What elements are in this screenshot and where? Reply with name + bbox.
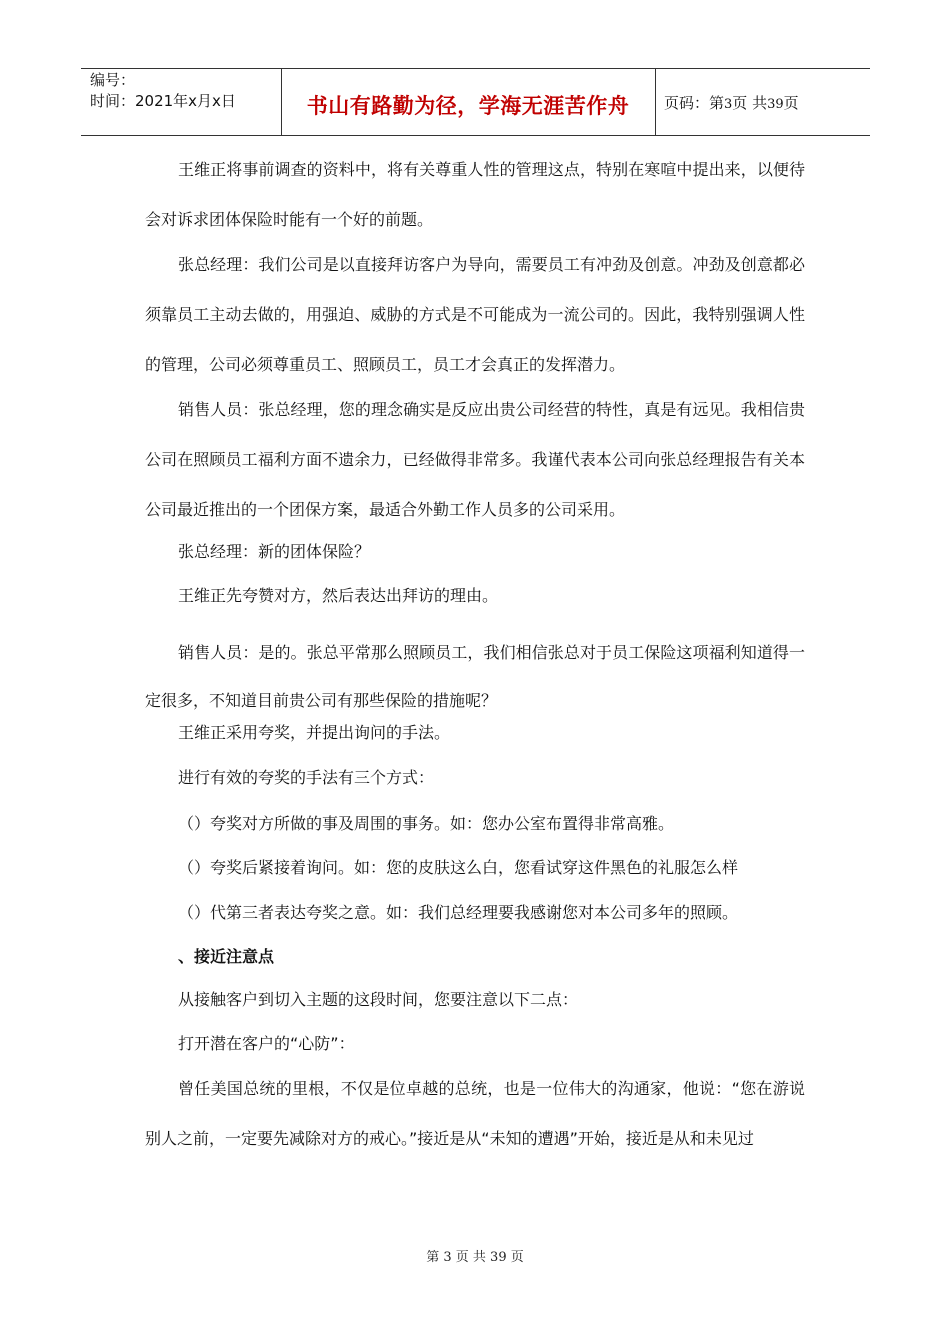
paragraph-10: 打开潜在客户的“心防”： — [178, 1034, 355, 1053]
paragraph-8: 进行有效的夸奖的手法有三个方式： — [178, 768, 435, 787]
page-number: 3 — [724, 97, 733, 112]
header-top-rule — [81, 68, 870, 69]
page-total: 39 — [767, 97, 784, 112]
paragraph-5: 王维正先夸赞对方，然后表达出拜访的理由。 — [178, 586, 499, 605]
page-prefix: 页码：第 — [664, 94, 725, 112]
document-number-label: 编号： — [90, 71, 136, 89]
paragraph-11: 曾任美国总统的里根，不仅是位卓越的总统，也是一位伟大的沟通家，他说：“您在游说别人之前，一定要先减除对方的戒心。”接近是从“未知的遭遇”开始，接近是从和未见过 — [145, 1079, 805, 1148]
paragraph-4: 张总经理：新的团体保险？ — [178, 542, 371, 561]
paragraph-6: 销售人员：是的。张总平常那么照顾员工，我们相信张总对于员工保险这项福利知道得一定很多，不知道目前贵公司有那些保险的措施呢？ — [145, 643, 805, 710]
list-item-3: （）代第三者表达夸奖之意。如：我们总经理要我感谢您对本公司多年的照顾。 — [178, 903, 739, 922]
page-suffix: 页 — [783, 94, 799, 112]
paragraph-9: 从接触客户到切入主题的这段时间，您要注意以下二点： — [178, 990, 579, 1009]
page-middle: 页 共 — [732, 94, 768, 112]
section-heading: 、接近注意点 — [178, 947, 275, 966]
header-divider-right — [655, 68, 656, 135]
paragraph-7: 王维正采用夸奖，并提出询问的手法。 — [178, 723, 451, 742]
list-item-2: （）夸奖后紧接着询问。如：您的皮肤这么白，您看试穿这件黑色的礼服怎么样 — [178, 858, 739, 877]
header-page-info — [664, 92, 799, 113]
header-motto: 书山有路勤为径，学海无涯苦作舟 — [306, 93, 630, 118]
header-meta — [90, 70, 236, 112]
paragraph-2: 张总经理：我们公司是以直接拜访客户为导向，需要员工有冲劲及创意。冲劲及创意都必须靠员工主动去做的，用强迫、威胁的方式是不可能成为一流公司的。因此，我特别强调人性的管理，公司必须尊重员工、照顾员工，员工才会真正的发挥潜力。 — [145, 255, 805, 374]
header-bottom-rule — [81, 135, 870, 136]
list-item-1: （）夸奖对方所做的事及周围的事务。如：您办公室布置得非常高雅。 — [178, 814, 675, 833]
page-footer: 第 3 页 共 39 页 — [426, 1250, 524, 1265]
document-date: 时间：2021年x月x日 — [90, 92, 236, 110]
paragraph-1: 王维正将事前调查的资料中，将有关尊重人性的管理这点，特别在寒喧中提出来，以便待会对诉求团体保险时能有一个好的前题。 — [145, 160, 805, 229]
paragraph-3: 销售人员：张总经理，您的理念确实是反应出贵公司经营的特性，真是有远见。我相信贵公司在照顾员工福利方面不遗余力，已经做得非常多。我谨代表本公司向张总经理报告有关本公司最近推出的一个团保方案，最适合外勤工作人员多的公司采用。 — [145, 400, 805, 519]
